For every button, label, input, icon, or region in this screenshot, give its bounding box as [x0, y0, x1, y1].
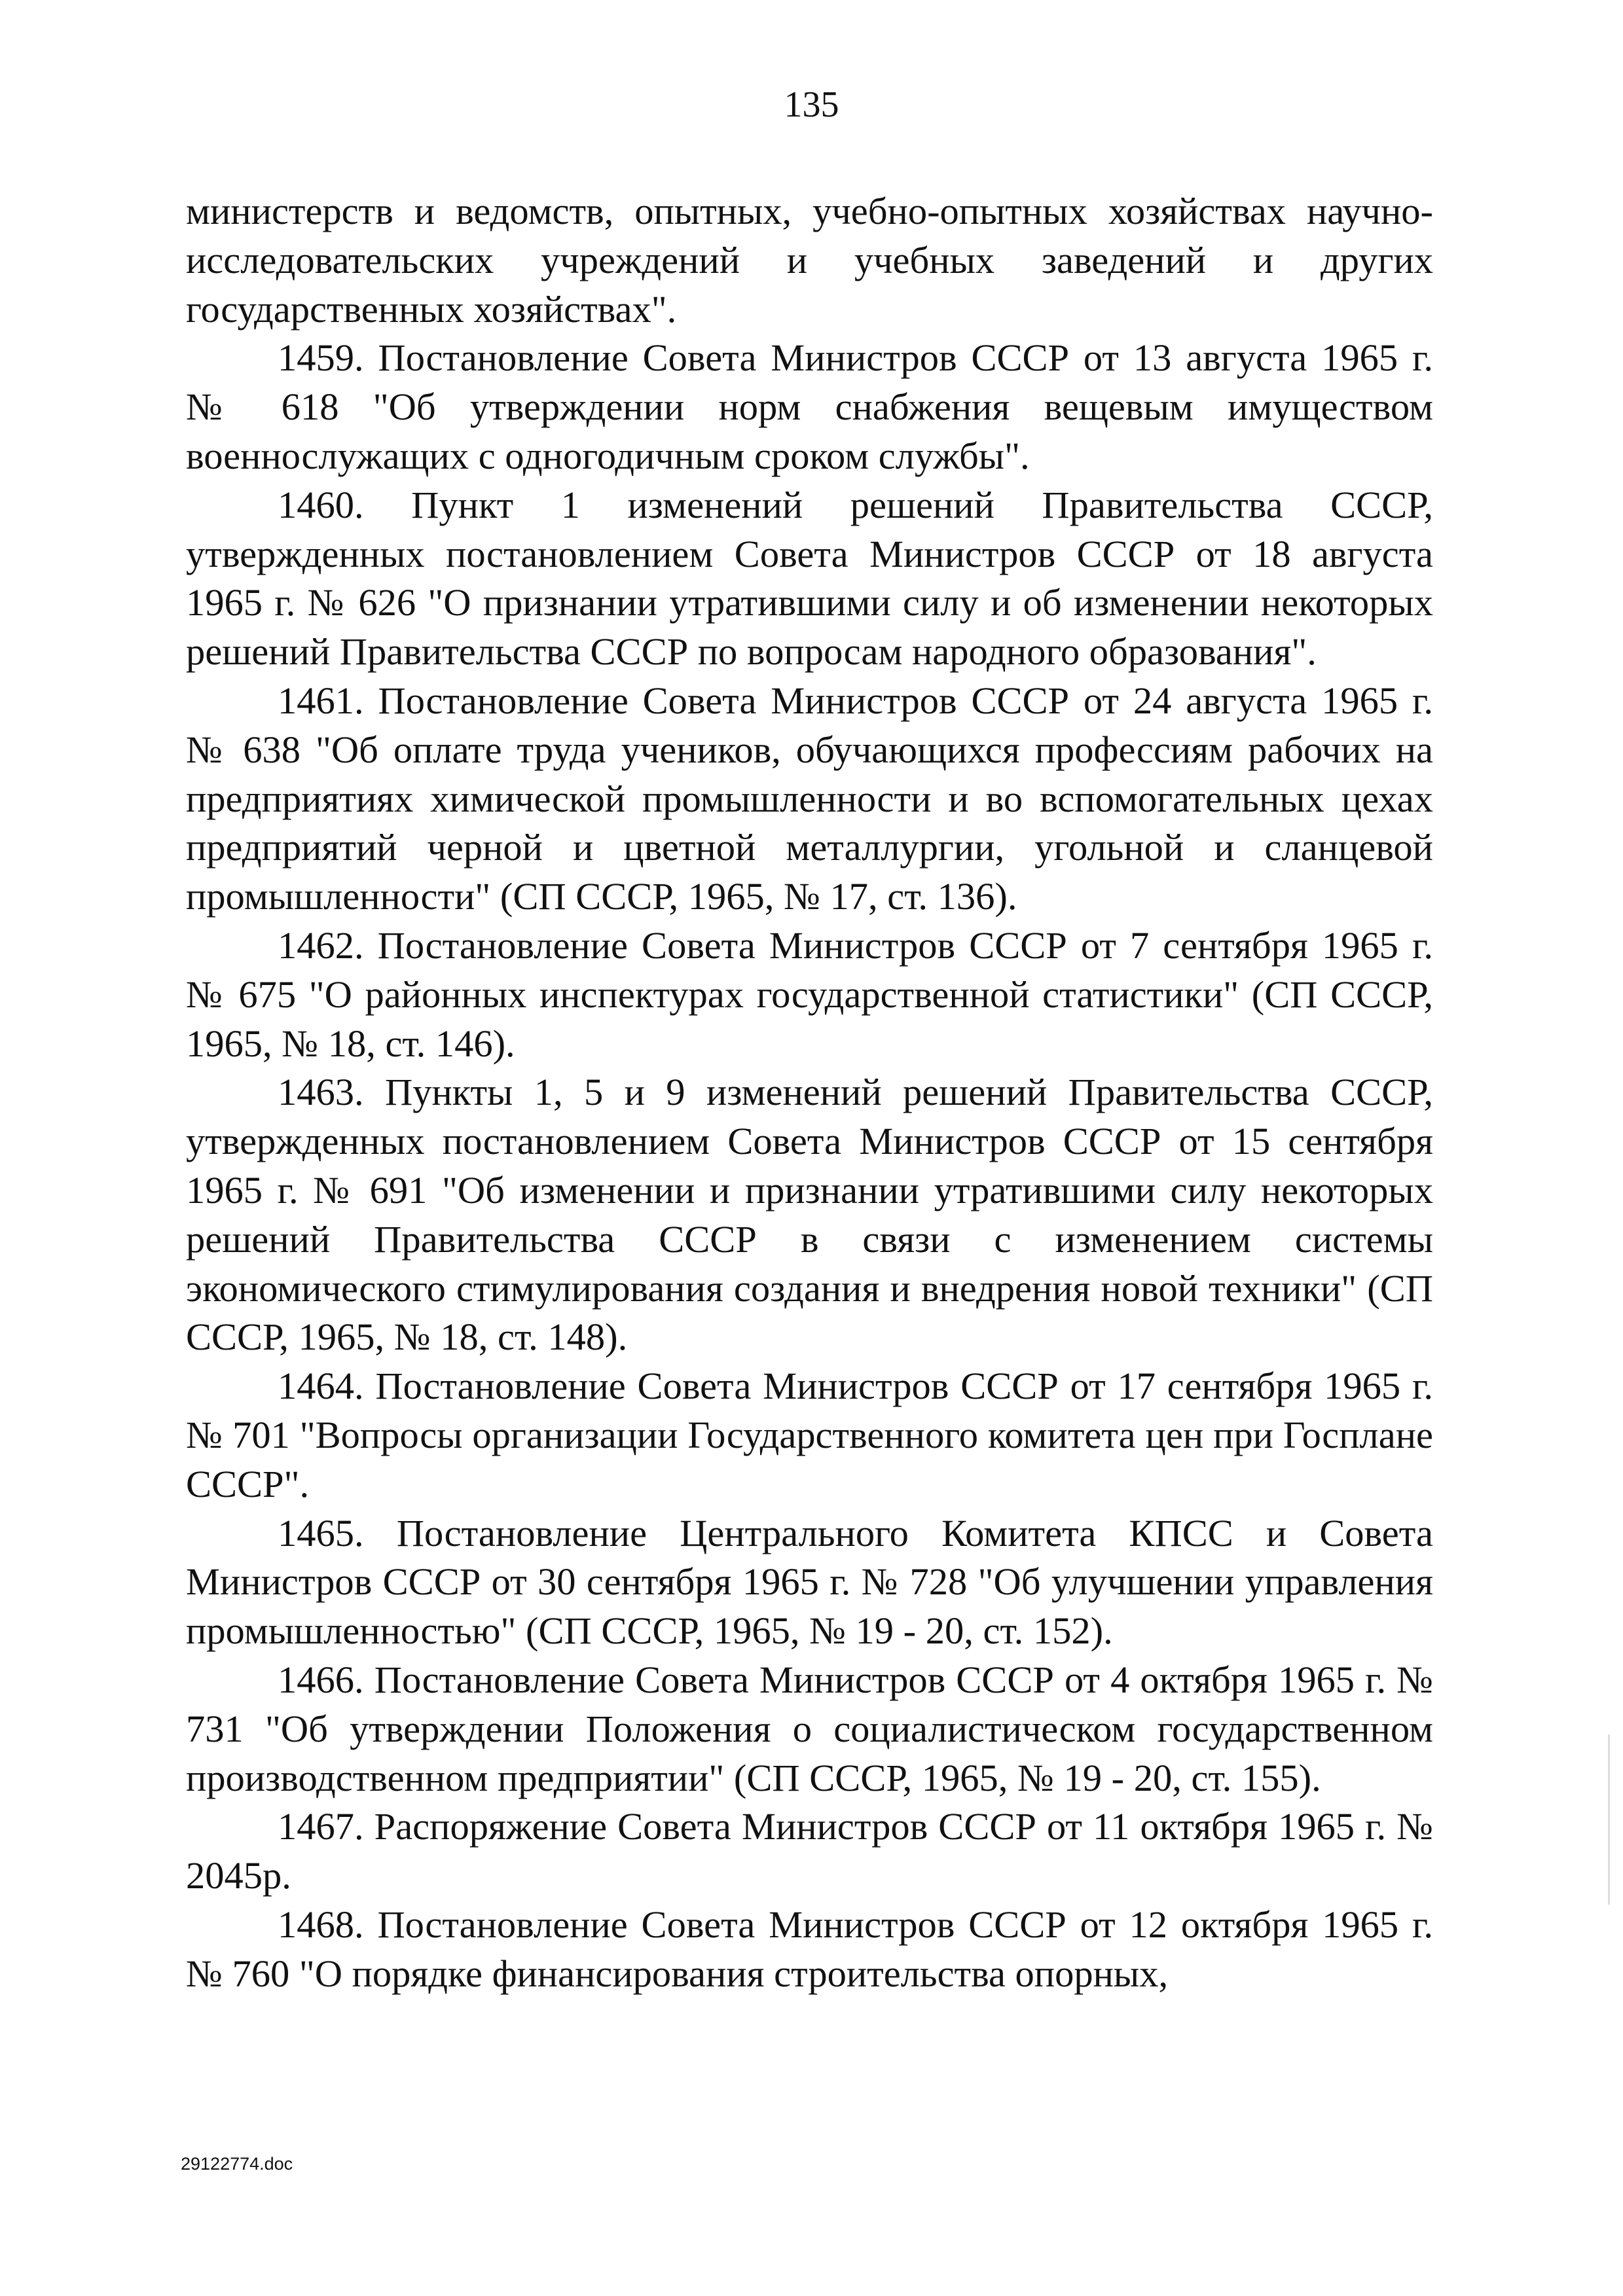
scan-edge-mark: [1608, 1734, 1610, 1905]
footer-file-code: 29122774.doc: [181, 2154, 293, 2174]
paragraph-continuation: министерств и ведомств, опытных, учебно-опытных хозяйствах научно-исследовательских учреждений и учебных заведений и других государственных хозяйствах".: [186, 190, 1433, 331]
entry-1462: 1462. Постановление Совета Министров СССР от 7 сентября 1965 г. № 675 "О районных инспектурах государственной статистики" (СП СССР, 1965, № 18, ст. 146).: [186, 924, 1433, 1065]
entry-1468: 1468. Постановление Совета Министров СССР от 12 октября 1965 г. № 760 "О порядке финансирования строительства опорных,: [186, 1903, 1433, 1995]
entry-1465: 1465. Постановление Центрального Комитета КПСС и Совета Министров СССР от 30 сентября 1965 г. № 728 "Об улучшении управления промышленностью" (СП СССР, 1965, № 19 - 20, ст. 152).: [186, 1511, 1433, 1653]
entry-1460: 1460. Пункт 1 изменений решений Правительства СССР, утвержденных постановлением Совета Министров СССР от 18 августа 1965 г. № 626 "О признании утратившими силу и об изменении некоторых решений Правительства СССР по вопросам народного образования".: [186, 483, 1433, 673]
entry-1461: 1461. Постановление Совета Министров СССР от 24 августа 1965 г. № 638 "Об оплате труда учеников, обучающихся профессиям рабочих на предприятиях химической промышленности и во вспомогательных цехах предприятий черной и цветной металлургии, угольной и сланцевой промышленности" (СП СССР, 1965, № 17, ст. 136).: [186, 679, 1433, 918]
entry-1467: 1467. Распоряжение Совета Министров СССР от 11 октября 1965 г. № 2045р.: [186, 1805, 1433, 1897]
document-body: [186, 187, 1433, 1998]
entry-1466: 1466. Постановление Совета Министров СССР от 4 октября 1965 г. № 731 "Об утверждении Положения о социалистическом государственном производственном предприятии" (СП СССР, 1965, № 19 - 20, ст. 155).: [186, 1658, 1433, 1799]
entry-1459: 1459. Постановление Совета Министров СССР от 13 августа 1965 г. № 618 "Об утверждении норм снабжения вещевым имуществом военнослужащих с одногодичным сроком службы".: [186, 336, 1433, 477]
entry-1464: 1464. Постановление Совета Министров СССР от 17 сентября 1965 г. № 701 "Вопросы организации Государственного комитета цен при Госплане СССР".: [186, 1365, 1433, 1505]
entry-1463: 1463. Пункты 1, 5 и 9 изменений решений Правительства СССР, утвержденных постановлением Совета Министров СССР от 15 сентября 1965 г. № 691 "Об изменении и признании утратившими силу некоторых решений Правительства СССР в связи с изменением системы экономического стимулирования создания и внедрения новой техники" (СП СССР, 1965, № 18, ст. 148).: [186, 1071, 1433, 1359]
page-number: 135: [784, 84, 839, 125]
